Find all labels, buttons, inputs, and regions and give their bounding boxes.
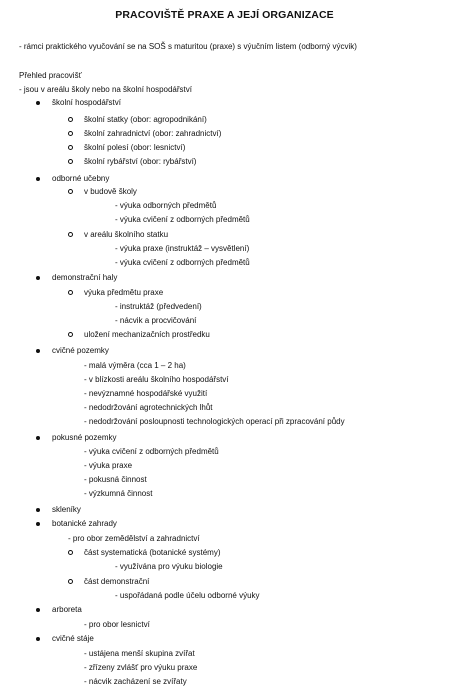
bullet-icon: [36, 508, 40, 512]
circle-bullet-icon: [68, 159, 73, 164]
section-skolni-hospodarstvi: školní hospodářství: [52, 98, 121, 107]
list-item: - pokusná činnost: [84, 475, 147, 484]
list-item: - nedodržování agrotechnických lhůt: [84, 403, 213, 412]
list-item: - využívána pro výuku biologie: [115, 562, 223, 571]
list-item: - výuka praxe: [84, 461, 133, 470]
circle-bullet-icon: [68, 232, 73, 237]
list-item: - výuka cvičení z odborných předmětů: [115, 258, 250, 267]
list-item: - výzkumná činnost: [84, 489, 153, 498]
sublist-label: v budově školy: [84, 187, 137, 196]
list-item: - výuka praxe (instruktáž – vysvětlení): [115, 244, 250, 253]
sublist-label: v areálu školního statku: [84, 230, 169, 239]
overview-subheading: - jsou v areálu školy nebo na školní hospodářství: [19, 85, 192, 94]
bullet-icon: [36, 436, 40, 440]
list-item: - nácvik a procvičování: [115, 316, 197, 325]
list-item: školní zahradnictví (obor: zahradnictví): [84, 129, 222, 138]
sublist-label: výuka předmětu praxe: [84, 288, 164, 297]
circle-bullet-icon: [68, 131, 73, 136]
list-item: školní polesí (obor: lesnictví): [84, 143, 186, 152]
bullet-icon: [36, 522, 40, 526]
intro-text: - rámci praktického vyučování se na SOŠ s maturitou (praxe) s výučním listem (odborný výcvik): [19, 42, 357, 51]
list-item: - nevýznamné hospodářské využití: [84, 389, 208, 398]
bullet-icon: [36, 276, 40, 280]
sublist-label: uložení mechanizačních prostředku: [84, 330, 210, 339]
list-item: - malá výměra (cca 1 – 2 ha): [84, 361, 186, 370]
list-item: - ustájena menší skupina zvířat: [84, 649, 195, 658]
circle-bullet-icon: [68, 117, 73, 122]
sublist-label: část systematická (botanické systémy): [84, 548, 221, 557]
list-item: - výuka odborných předmětů: [115, 201, 217, 210]
bullet-icon: [36, 608, 40, 612]
list-item: - výuka cvičení z odborných předmětů: [84, 447, 219, 456]
list-item: - nedodržování posloupnosti technologických operací při zpracování půdy: [84, 417, 345, 426]
section-odborne-ucebny: odborné učebny: [52, 174, 110, 183]
circle-bullet-icon: [68, 189, 73, 194]
list-item: - pro obor zemědělství a zahradnictví: [68, 534, 200, 543]
section-demonstracni-haly: demonstrační haly: [52, 273, 118, 282]
section-cvicne-pozemky: cvičné pozemky: [52, 346, 109, 355]
document-title: PRACOVIŠTĚ PRAXE A JEJÍ ORGANIZACE: [115, 9, 334, 21]
bullet-icon: [36, 637, 40, 641]
list-item: - nácvik zacházení se zvířaty: [84, 677, 187, 686]
circle-bullet-icon: [68, 579, 73, 584]
section-arboreta: arboreta: [52, 605, 82, 614]
circle-bullet-icon: [68, 290, 73, 295]
circle-bullet-icon: [68, 145, 73, 150]
list-item: - v blízkosti areálu školního hospodářství: [84, 375, 229, 384]
overview-heading: Přehled pracovišť: [19, 71, 82, 80]
list-item: školní rybářství (obor: rybářství): [84, 157, 197, 166]
list-item: - výuka cvičení z odborných předmětů: [115, 215, 250, 224]
bullet-icon: [36, 349, 40, 353]
section-cvicne-staje: cvičné stáje: [52, 634, 94, 643]
circle-bullet-icon: [68, 332, 73, 337]
bullet-icon: [36, 177, 40, 181]
circle-bullet-icon: [68, 550, 73, 555]
list-item: - zřízeny zvlášť pro výuku praxe: [84, 663, 198, 672]
list-item: školní statky (obor: agropodnikání): [84, 115, 207, 124]
section-pokusne-pozemky: pokusné pozemky: [52, 433, 117, 442]
section-botanicke-zahrady: botanické zahrady: [52, 519, 117, 528]
sublist-label: část demonstrační: [84, 577, 150, 586]
section-skleniky: skleníky: [52, 505, 81, 514]
list-item: - pro obor lesnictví: [84, 620, 150, 629]
bullet-icon: [36, 101, 40, 105]
list-item: - uspořádaná podle účelu odborné výuky: [115, 591, 260, 600]
list-item: - instruktáž (předvedení): [115, 302, 202, 311]
